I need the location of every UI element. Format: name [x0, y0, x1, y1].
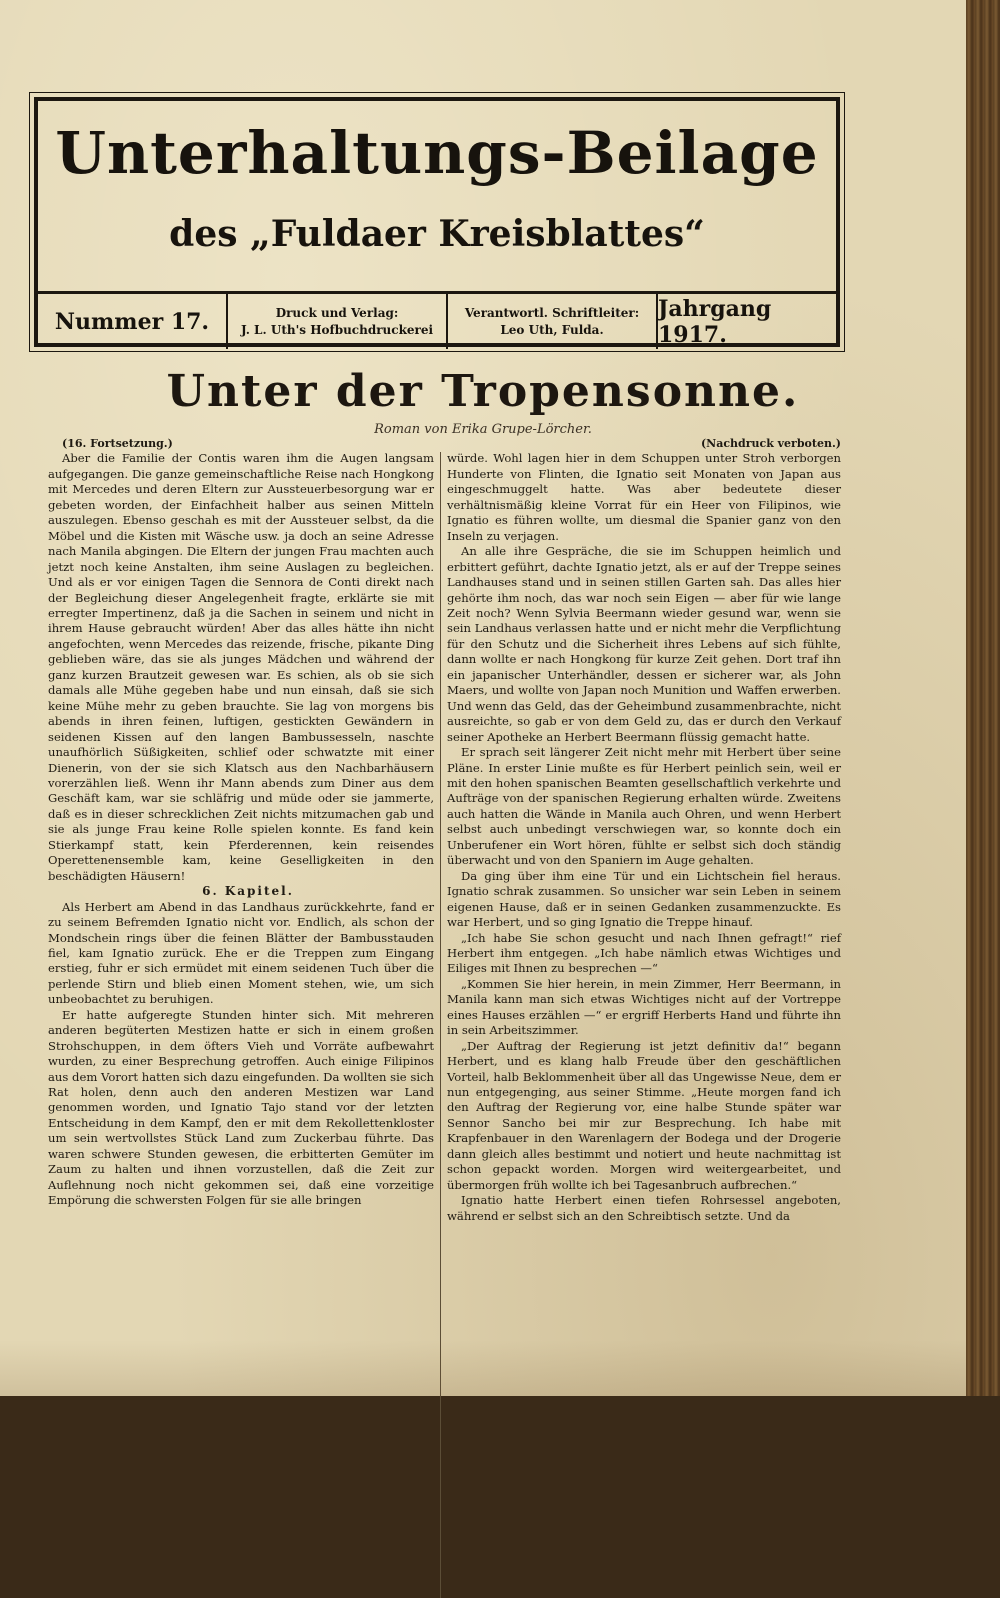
editor-cell: [448, 294, 658, 349]
paragraph: An alle ihre Gespräche, die sie im Schuppen heimlich und erbittert geführt, dachte Ignatio jetzt, als er auf der Treppe seines Landhauses stand und in seinen stillen Garten sah. Das alles hier gehörte ihm noch, das war noch sein Eigen — aber für wie lange Zeit noch? Wenn Sylvia Beermann wieder gesund war, wenn sie sein Landhaus verlassen hatte und er nicht mehr die Verpflichtung für den Schutz und die Sicherheit ihres Lebens auf sich fühlte, dann wollte er nach Hongkong für kurze Zeit gehen. Dort traf ihn ein japanischer Unterhändler, dessen er sicherer war, als John Maers, und wollte von Japan noch Munition und Waffen erwerben. Und wenn das Geld, das der Geheimbund zusammenbrachte, nicht ausreichte, so gab er von dem Geld zu, das er durch den Verkauf seiner Apotheke an Herbert Beermann flüssig gemacht hatte.: [447, 544, 841, 744]
publisher-cell: [228, 294, 448, 349]
paragraph: Er hatte aufgeregte Stunden hinter sich. Mit mehreren anderen begüterten Mestizen hatte er sich in einem großen Strohschuppen, in dem öfters Vieh und Vorräte aufbewahrt wurden, zu einer Besprechung getroffen. Auch einige Filipinos aus dem Vorort hatten sich dazu eingefunden. Da wollten sie sich Rat holen, denn auch den anderen Mestizen war Land genommen worden, und Ignatio Tajo stand vor der letzten Entscheidung in dem Kampf, den er mit dem Rekollettenkloster um sein wertvollstes Stück Land zum Zuckerbau führte. Das waren schwere Stunden gewesen, die erbitterten Gemüter im Zaum zu halten und ihnen vorzustellen, daß die Zeit zur Auflehnung noch nicht gekommen sei, daß eine vorzeitige Empörung die schwersten Folgen für sie alle bringen: [48, 1007, 434, 1208]
editor-name: Leo Uth, Fulda.: [500, 322, 604, 337]
masthead-title: Unterhaltungs-Beilage: [55, 119, 819, 187]
masthead-subtitle: des „Fuldaer Kreisblattes“: [169, 213, 705, 255]
publisher-label: Druck und Verlag:: [275, 305, 399, 320]
reprint-note: (Nachdruck verboten.): [700, 437, 841, 450]
publisher-name: J. L. Uth's Hofbuchdruckerei: [240, 322, 434, 337]
editor-label: Verantwortl. Schriftleiter:: [464, 305, 640, 320]
right-column: [447, 436, 841, 1224]
paragraph: würde. Wohl lagen hier in dem Schuppen unter Stroh verborgen Hunderte von Flinten, die Ignatio seit Monaten von Japan aus eingeschmuggelt hatte. Was aber bedeutete dieser verhältnismäßig kleine Vorrat für ein Heer von Filipinos, wie Ignatio es führen wollte, um diesmal die Spanier ganz von den Inseln zu verjagen.: [447, 451, 841, 543]
paper-edge-shade: [0, 1340, 966, 1396]
paragraph: „Kommen Sie hier herein, in mein Zimmer, Herr Beermann, in Manila kann man sich etwas Wichtiges nicht auf der Vortreppe eines Hauses erzählen —“ er ergriff Herberts Hand und führte ihn in sein Arbeitszimmer.: [447, 976, 841, 1038]
issue-number: Nummer 17.: [54, 308, 210, 335]
novel-title: Unter der Tropensonne.: [166, 366, 800, 417]
continuation-tag: (16. Fortsetzung.): [62, 437, 173, 450]
paragraph: Aber die Familie der Contis waren ihm die Augen langsam aufgegangen. Die ganze gemeinschaftliche Reise nach Hongkong mit Mercedes und deren Eltern zur Aussteuerbesorgung war er gebeten worden, der Einfachheit halber aus seinen Mitteln auszulegen. Ebenso geschah es mit der Aussteuer selbst, da die Möbel und die Kisten mit Wäsche usw. ja doch an seine Adresse nach Manila abgingen. Die Eltern der jungen Frau machten auch jetzt noch keine Anstalten, ihm seine Auslagen zu begleichen. Und als er vor einigen Tagen die Sennora de Conti direkt nach der Begleichung dieser Angelegenheit fragte, erklärte sie mit erregter Impertinenz, daß ja die Sachen in seinem und nicht in ihrem Hause gebraucht würden! Aber das alles hätte ihn nicht angefochten, wenn Mercedes das reizende, frische, pikante Ding geblieben wäre, das sie als junges Mädchen und während der ganz kurzen Brautzeit gewesen war. Es schien, als ob sie sich damals alle Mühe gegeben habe und nun einsah, daß sie sich keine Mühe mehr zu geben brauchte. Sie lag von morgens bis abends in ihren feinen, luftigen, gestickten Gewändern in seidenen Kissen auf den langen Bambussesseln, naschte unaufhörlich Süßigkeiten, schlief oder schwatzte mit einer Dienerin, von der sie sich Klatsch aus den Nachbarhäusern vorerzählen ließ. Wenn ihr Mann abends zum Diner aus dem Geschäft kam, war sie schläfrig und müde oder sie jammerte, daß es in dieser schrecklichen Zeit nichts mitzumachen gab und sie als junge Frau keine Rolle spielen konnte. Es fand kein Stierkampf statt, kein Pferderennen, kein reisendes Operettenensemble kam, keine Geselligkeiten in den beschädigten Häusern!: [48, 451, 434, 883]
issue-number-cell: [38, 294, 228, 349]
paragraph: Ignatio hatte Herbert einen tiefen Rohrsessel angeboten, während er selbst sich an den Schreibtisch setzte. Und da: [447, 1193, 841, 1223]
masthead: [34, 97, 840, 347]
book-binding-edge: [966, 0, 1000, 1396]
column-divider: [440, 452, 441, 1598]
paragraph: „Der Auftrag der Regierung ist jetzt definitiv da!“ begann Herbert, und es klang halb Freude über den geschäftlichen Vorteil, halb Beklommenheit über all das Ungewisse Neue, dem er nun entgegenging, aus seiner Stimme. „Heute morgen fand ich den Auftrag der Regierung vor, eine halbe Stunde später war Sennor Sancho bei mir zur Besprechung. Ich habe mit Krapfenbauer in den Warenlagern der Bodega und der Drogerie dann gleich alles bestimmt und notiert und heute nachmittag ist schon gepackt worden. Morgen wird weitergearbeitet, und übermorgen früh wollte ich bei Tagesanbruch aufbrechen.“: [447, 1038, 841, 1192]
left-column: [48, 436, 434, 1209]
paragraph: Da ging über ihm eine Tür und ein Lichtschein fiel heraus. Ignatio schrak zusammen. So unsicher war sein Leben in seinem eigenen Hause, daß er in seinen Gedanken zusammenzuckte. Es war Herbert, und so ging Ignatio die Treppe hinauf.: [447, 868, 841, 930]
chapter-heading: 6. Kapitel.: [202, 884, 294, 899]
novel-byline: Roman von Erika Grupe-Lörcher.: [374, 422, 592, 437]
paragraph: „Ich habe Sie schon gesucht und nach Ihnen gefragt!“ rief Herbert ihm entgegen. „Ich habe nämlich etwas Wichtiges und Eiliges mit Ihnen zu besprechen —“: [447, 930, 841, 976]
masthead-info-row: [38, 291, 836, 349]
year-cell: [658, 294, 836, 349]
paragraph: Als Herbert am Abend in das Landhaus zurückkehrte, fand er zu seinem Befremden Ignatio nicht vor. Endlich, als schon der Mondschein rings über die feinen Blätter der Bambusstauden fiel, kam Ignatio zurück. Ehe er die Treppen zum Eingang erstieg, fuhr er sich ermüdet mit einem seidenen Tuch über die perlende Stirn und blieb einen Moment stehen, wie, um sich unbeobachtet zu beruhigen.: [48, 899, 434, 1007]
paragraph: Er sprach seit längerer Zeit nicht mehr mit Herbert über seine Pläne. In erster Linie mußte es für Herbert peinlich sein, weil er mit den hohen spanischen Beamten gesellschaftlich verkehrte und Aufträge von der spanischen Regierung erhalten würde. Zweitens auch hatten die Wände in Manila auch Ohren, und wenn Herbert selbst auch unbedingt verschwiegen war, so konnte doch ein Unberufener ein Wort hören, fühlte er selbst sich doch ständig überwacht und von den Spaniern im Auge gehalten.: [447, 745, 841, 868]
volume-year: Jahrgang 1917.: [658, 295, 772, 348]
